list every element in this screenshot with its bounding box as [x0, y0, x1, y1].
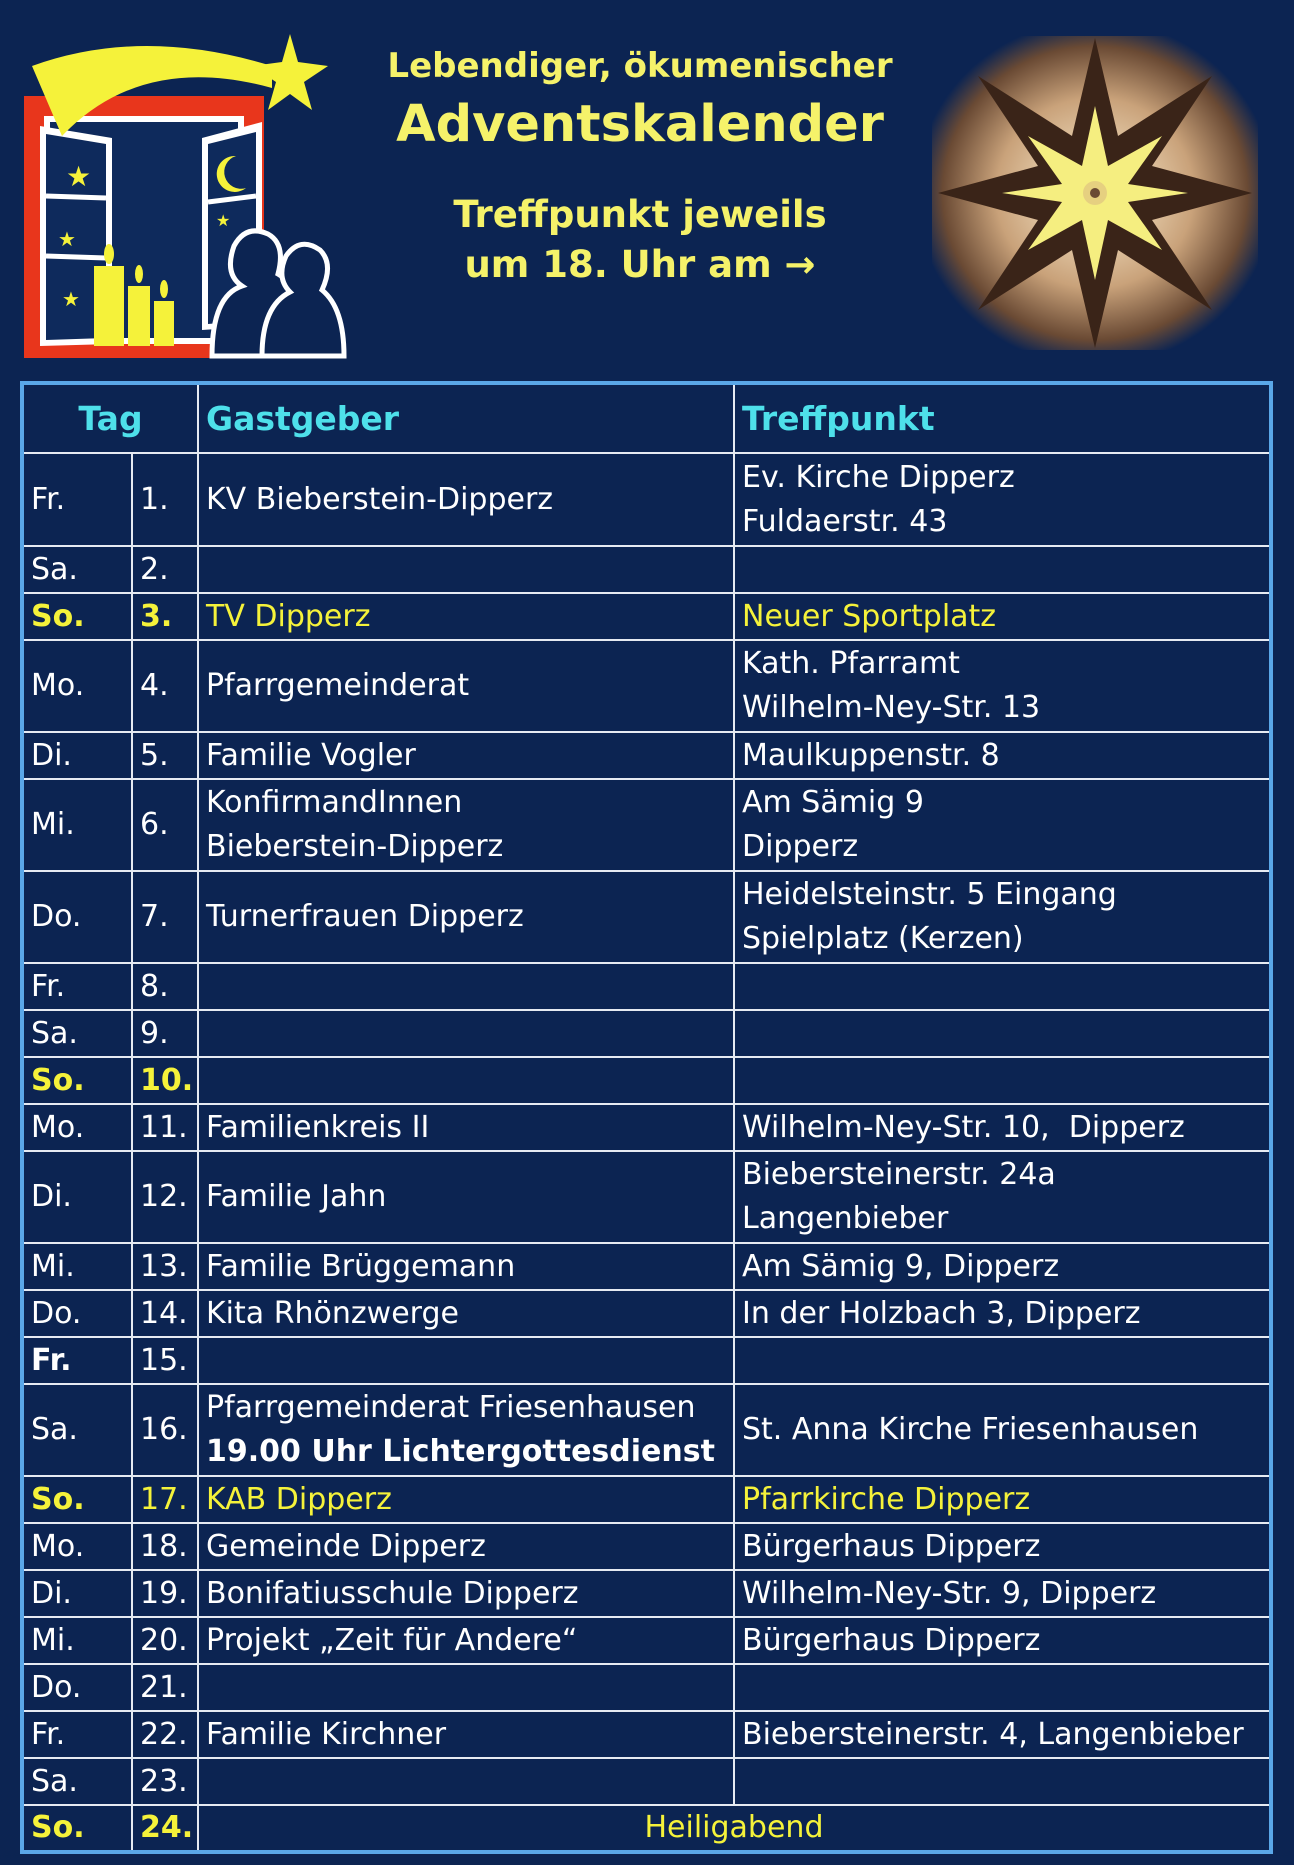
- row-place: Bürgerhaus Dipperz: [734, 1617, 1271, 1664]
- row-date: 3.: [132, 593, 198, 640]
- column-header-treffpunkt: Treffpunkt: [734, 383, 1271, 453]
- row-date: 17.: [132, 1476, 198, 1523]
- place-line: Fuldaerstr. 43: [742, 503, 948, 539]
- table-row: [22, 593, 1271, 640]
- row-day: Do.: [22, 1664, 132, 1711]
- host-line: Bieberstein-Dipperz: [206, 829, 504, 864]
- row-host: Familie Brüggemann: [198, 1243, 734, 1290]
- table-row: [22, 963, 1271, 1010]
- row-date: 4.: [132, 640, 198, 732]
- row-day: Fr.: [22, 1337, 132, 1384]
- row-host: [198, 1384, 734, 1476]
- table-row: [22, 1104, 1271, 1151]
- row-date: 1.: [132, 453, 198, 546]
- row-event-heiligabend: Heiligabend: [198, 1805, 1271, 1852]
- row-place: Wilhelm-Ney-Str. 9, Dipperz: [734, 1570, 1271, 1617]
- advent-star-icon: [922, 26, 1268, 360]
- row-date: 21.: [132, 1664, 198, 1711]
- row-day: Mi.: [22, 1243, 132, 1290]
- table-row: [22, 1337, 1271, 1384]
- row-day: So.: [22, 593, 132, 640]
- row-date: 15.: [132, 1337, 198, 1384]
- row-date: 8.: [132, 963, 198, 1010]
- svg-text:★: ★: [58, 227, 76, 251]
- row-day: So.: [22, 1476, 132, 1523]
- row-place: In der Holzbach 3, Dipperz: [734, 1290, 1271, 1337]
- table-header-row: [22, 383, 1271, 453]
- table-row: [22, 1290, 1271, 1337]
- place-line: Heidelsteinstr. 5 Eingang: [742, 877, 1117, 912]
- table-row: [22, 1711, 1271, 1758]
- row-host: Turnerfrauen Dipperz: [198, 871, 734, 963]
- row-day: So.: [22, 1805, 132, 1852]
- row-host: Bonifatiusschule Dipperz: [198, 1570, 734, 1617]
- row-date: 16.: [132, 1384, 198, 1476]
- row-day: Do.: [22, 1290, 132, 1337]
- row-place: [734, 779, 1271, 871]
- row-day: Fr.: [22, 1711, 132, 1758]
- row-day: Mo.: [22, 640, 132, 732]
- place-line: Wilhelm-Ney-Str. 13: [742, 690, 1041, 725]
- table-row: [22, 1476, 1271, 1523]
- row-day: So.: [22, 1057, 132, 1104]
- place-line: Ev. Kirche Dipperz: [742, 459, 1015, 495]
- row-host: [198, 1057, 734, 1104]
- host-line: KV Bieberstein-Dipperz: [206, 481, 554, 517]
- row-date: 18.: [132, 1523, 198, 1570]
- place-line: Biebersteinerstr. 24a: [742, 1157, 1056, 1192]
- row-day: Mo.: [22, 1523, 132, 1570]
- advent-logo-icon: [22, 26, 352, 360]
- row-place: Neuer Sportplatz: [734, 593, 1271, 640]
- table-row: [22, 453, 1271, 546]
- header-title-line1: Lebendiger, ökumenischer: [387, 46, 893, 86]
- row-place: Pfarrkirche Dipperz: [734, 1476, 1271, 1523]
- header-title-main: Adventskalender: [396, 95, 884, 154]
- row-place: Maulkuppenstr. 8: [734, 732, 1271, 779]
- row-day: Do.: [22, 871, 132, 963]
- table-row: [22, 1057, 1271, 1104]
- row-date: 23.: [132, 1758, 198, 1805]
- table-row: [22, 1617, 1271, 1664]
- row-date: 11.: [132, 1104, 198, 1151]
- row-host: [198, 1010, 734, 1057]
- row-day: Fr.: [22, 963, 132, 1010]
- svg-text:★: ★: [66, 160, 92, 193]
- row-place: [734, 1010, 1271, 1057]
- table-row: [22, 1010, 1271, 1057]
- row-date: 13.: [132, 1243, 198, 1290]
- row-date: 6.: [132, 779, 198, 871]
- row-host: [198, 1758, 734, 1805]
- row-place: [734, 1337, 1271, 1384]
- row-date: 7.: [132, 871, 198, 963]
- advent-calendar-table: [20, 381, 1273, 1854]
- row-day: Sa.: [22, 546, 132, 593]
- column-header-gastgeber: Gastgeber: [198, 383, 734, 453]
- row-host: [198, 546, 734, 593]
- row-place: St. Anna Kirche Friesenhausen: [734, 1384, 1271, 1476]
- row-place: [734, 1057, 1271, 1104]
- row-host: TV Dipperz: [198, 593, 734, 640]
- row-day: Sa.: [22, 1758, 132, 1805]
- row-place: [734, 640, 1271, 732]
- row-date: 5.: [132, 732, 198, 779]
- row-place: [734, 453, 1271, 546]
- table-row: [22, 1570, 1271, 1617]
- row-day: Di.: [22, 1151, 132, 1243]
- row-host: [198, 779, 734, 871]
- row-host: Pfarrgemeinderat: [198, 640, 734, 732]
- row-place: [734, 871, 1271, 963]
- row-host: Familie Jahn: [198, 1151, 734, 1243]
- table-row: [22, 779, 1271, 871]
- row-date: 9.: [132, 1010, 198, 1057]
- place-line: Spielplatz (Kerzen): [742, 921, 1024, 956]
- table-row: [22, 640, 1271, 732]
- row-host: Projekt „Zeit für Andere“: [198, 1617, 734, 1664]
- row-host: [198, 1337, 734, 1384]
- row-host: KAB Dipperz: [198, 1476, 734, 1523]
- row-date: 12.: [132, 1151, 198, 1243]
- row-day: Mi.: [22, 1617, 132, 1664]
- place-line: Dipperz: [742, 829, 859, 864]
- row-date: 14.: [132, 1290, 198, 1337]
- header-subtitle-line1: Treffpunkt jeweils: [453, 193, 827, 236]
- place-line: Kath. Pfarramt: [742, 646, 960, 681]
- table-row: [22, 732, 1271, 779]
- row-host: [198, 453, 734, 546]
- table-row: [22, 1758, 1271, 1805]
- row-host: Gemeinde Dipperz: [198, 1523, 734, 1570]
- svg-text:★: ★: [216, 211, 231, 230]
- row-host: Familie Kirchner: [198, 1711, 734, 1758]
- row-host: [198, 963, 734, 1010]
- row-date: 24.: [132, 1805, 198, 1852]
- host-line-bold: 19.00 Uhr Lichtergottesdienst: [206, 1434, 715, 1469]
- table-row: [22, 871, 1271, 963]
- row-place: [734, 546, 1271, 593]
- header-text: [360, 44, 920, 290]
- row-day: Mi.: [22, 779, 132, 871]
- row-date: 22.: [132, 1711, 198, 1758]
- row-host: Familienkreis II: [198, 1104, 734, 1151]
- row-host: [198, 1664, 734, 1711]
- host-line: KonfirmandInnen: [206, 785, 463, 820]
- row-day: Mo.: [22, 1104, 132, 1151]
- row-host: Familie Vogler: [198, 732, 734, 779]
- row-place: Biebersteinerstr. 4, Langenbieber: [734, 1711, 1271, 1758]
- table-row: [22, 1151, 1271, 1243]
- place-line: Am Sämig 9: [742, 785, 924, 820]
- row-place: [734, 963, 1271, 1010]
- row-place: Wilhelm-Ney-Str. 10, Dipperz: [734, 1104, 1271, 1151]
- svg-text:★: ★: [62, 287, 80, 311]
- row-place: [734, 1758, 1271, 1805]
- row-date: 19.: [132, 1570, 198, 1617]
- row-day: Sa.: [22, 1010, 132, 1057]
- header: [0, 0, 1294, 380]
- row-day: Sa.: [22, 1384, 132, 1476]
- table-row: [22, 1805, 1271, 1852]
- table-row: [22, 1384, 1271, 1476]
- header-subtitle-line2: um 18. Uhr am →: [464, 243, 816, 286]
- row-host: Kita Rhönzwerge: [198, 1290, 734, 1337]
- row-place: Bürgerhaus Dipperz: [734, 1523, 1271, 1570]
- table-row: [22, 1523, 1271, 1570]
- row-date: 2.: [132, 546, 198, 593]
- row-place: [734, 1664, 1271, 1711]
- row-date: 10.: [132, 1057, 198, 1104]
- row-place: [734, 1151, 1271, 1243]
- row-day: Di.: [22, 732, 132, 779]
- host-line: Pfarrgemeinderat Friesenhausen: [206, 1390, 696, 1425]
- row-place: Am Sämig 9, Dipperz: [734, 1243, 1271, 1290]
- table-row: [22, 1243, 1271, 1290]
- row-day: Di.: [22, 1570, 132, 1617]
- table-row: [22, 546, 1271, 593]
- row-date: 20.: [132, 1617, 198, 1664]
- column-header-tag: Tag: [22, 383, 198, 453]
- row-day: Fr.: [22, 453, 132, 546]
- table-row: [22, 1664, 1271, 1711]
- place-line: Langenbieber: [742, 1201, 949, 1236]
